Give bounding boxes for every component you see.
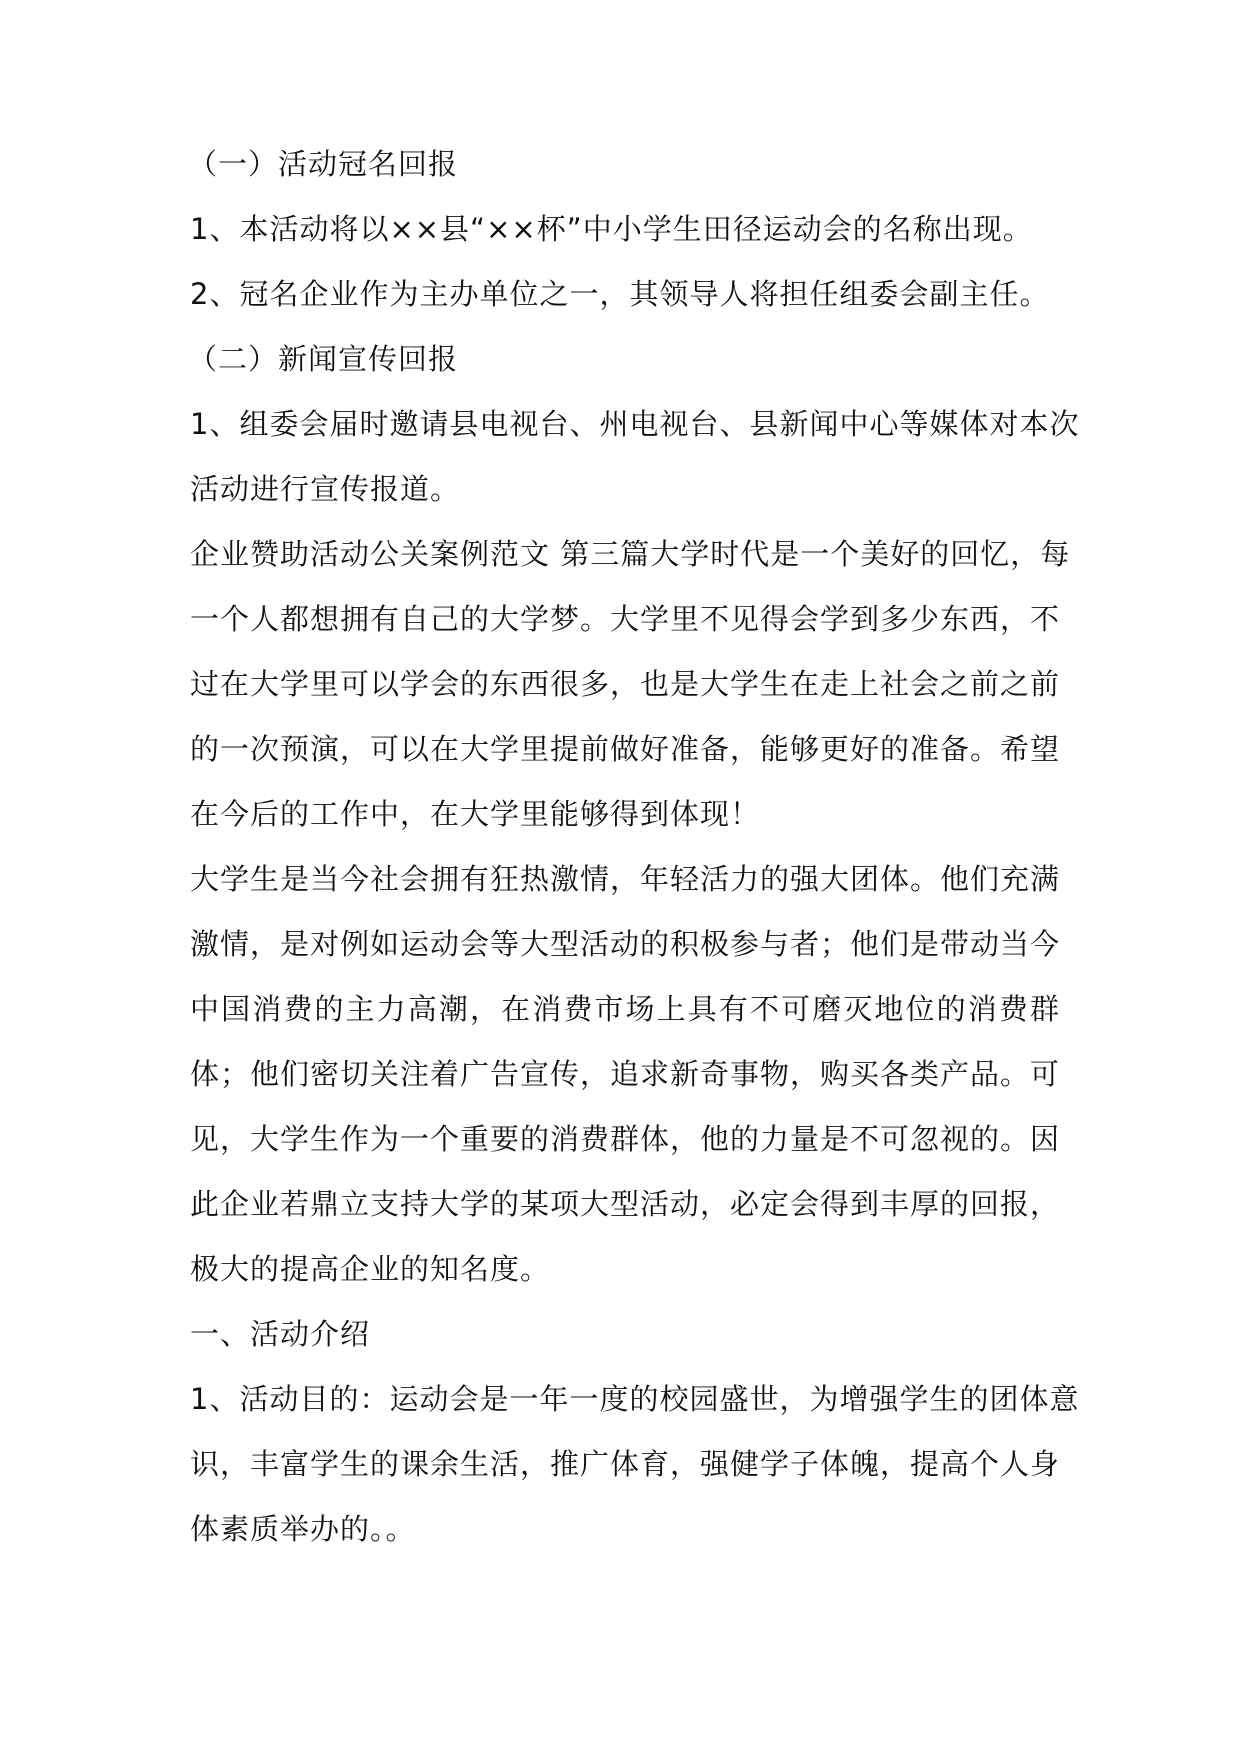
section-heading-news-publicity: （二）新闻宣传回报 [188, 342, 459, 376]
section-heading-activity-intro: 一、活动介绍 [190, 1317, 371, 1351]
paragraph-line: 体素质举办的。。 [190, 1512, 416, 1546]
paragraph-line: 1、组委会届时邀请县电视台、州电视台、县新闻中心等媒体对本次 [190, 407, 1080, 441]
paragraph-line: 极大的提高企业的知名度。 [190, 1252, 551, 1286]
section-heading-title-sponsorship: （一）活动冠名回报 [188, 147, 459, 181]
paragraph-line: 在今后的工作中，在大学里能够得到体现！ [190, 797, 761, 831]
paragraph-line: 此企业若鼎立支持大学的某项大型活动，必定会得到丰厚的回报， [190, 1187, 1061, 1221]
paragraph-line: 体；他们密切关注着广告宣传，追求新奇事物，购买各类产品。可 [190, 1057, 1061, 1091]
paragraph-line: 活动进行宣传报道。 [190, 472, 461, 506]
paragraph-line: 见，大学生作为一个重要的消费群体，他的力量是不可忽视的。因 [190, 1122, 1061, 1156]
document-body [188, 132, 1080, 1562]
paragraph-line: 1、活动目的：运动会是一年一度的校园盛世，为增强学生的团体意 [190, 1382, 1080, 1416]
paragraph-line: 企业赞助活动公关案例范文 第三篇大学时代是一个美好的回忆，每 [190, 537, 1071, 571]
paragraph-line: 1、本活动将以××县“××杯”中小学生田径运动会的名称出现。 [190, 212, 1033, 246]
paragraph-line: 2、冠名企业作为主办单位之一，其领导人将担任组委会副主任。 [190, 277, 1050, 311]
paragraph-line: 的一次预演，可以在大学里提前做好准备，能够更好的准备。希望 [190, 732, 1061, 766]
paragraph-line: 一个人都想拥有自己的大学梦。大学里不见得会学到多少东西，不 [190, 602, 1061, 636]
paragraph-line: 大学生是当今社会拥有狂热激情，年轻活力的强大团体。他们充满 [190, 862, 1061, 896]
paragraph-line: 激情，是对例如运动会等大型活动的积极参与者；他们是带动当今 [190, 927, 1061, 961]
paragraph-line: 识，丰富学生的课余生活，推广体育，强健学子体魄，提高个人身 [190, 1447, 1061, 1481]
paragraph-line: 过在大学里可以学会的东西很多，也是大学生在走上社会之前之前 [190, 667, 1061, 701]
paragraph-line: 中国消费的主力高潮，在消费市场上具有不可磨灭地位的消费群 [190, 992, 1060, 1026]
